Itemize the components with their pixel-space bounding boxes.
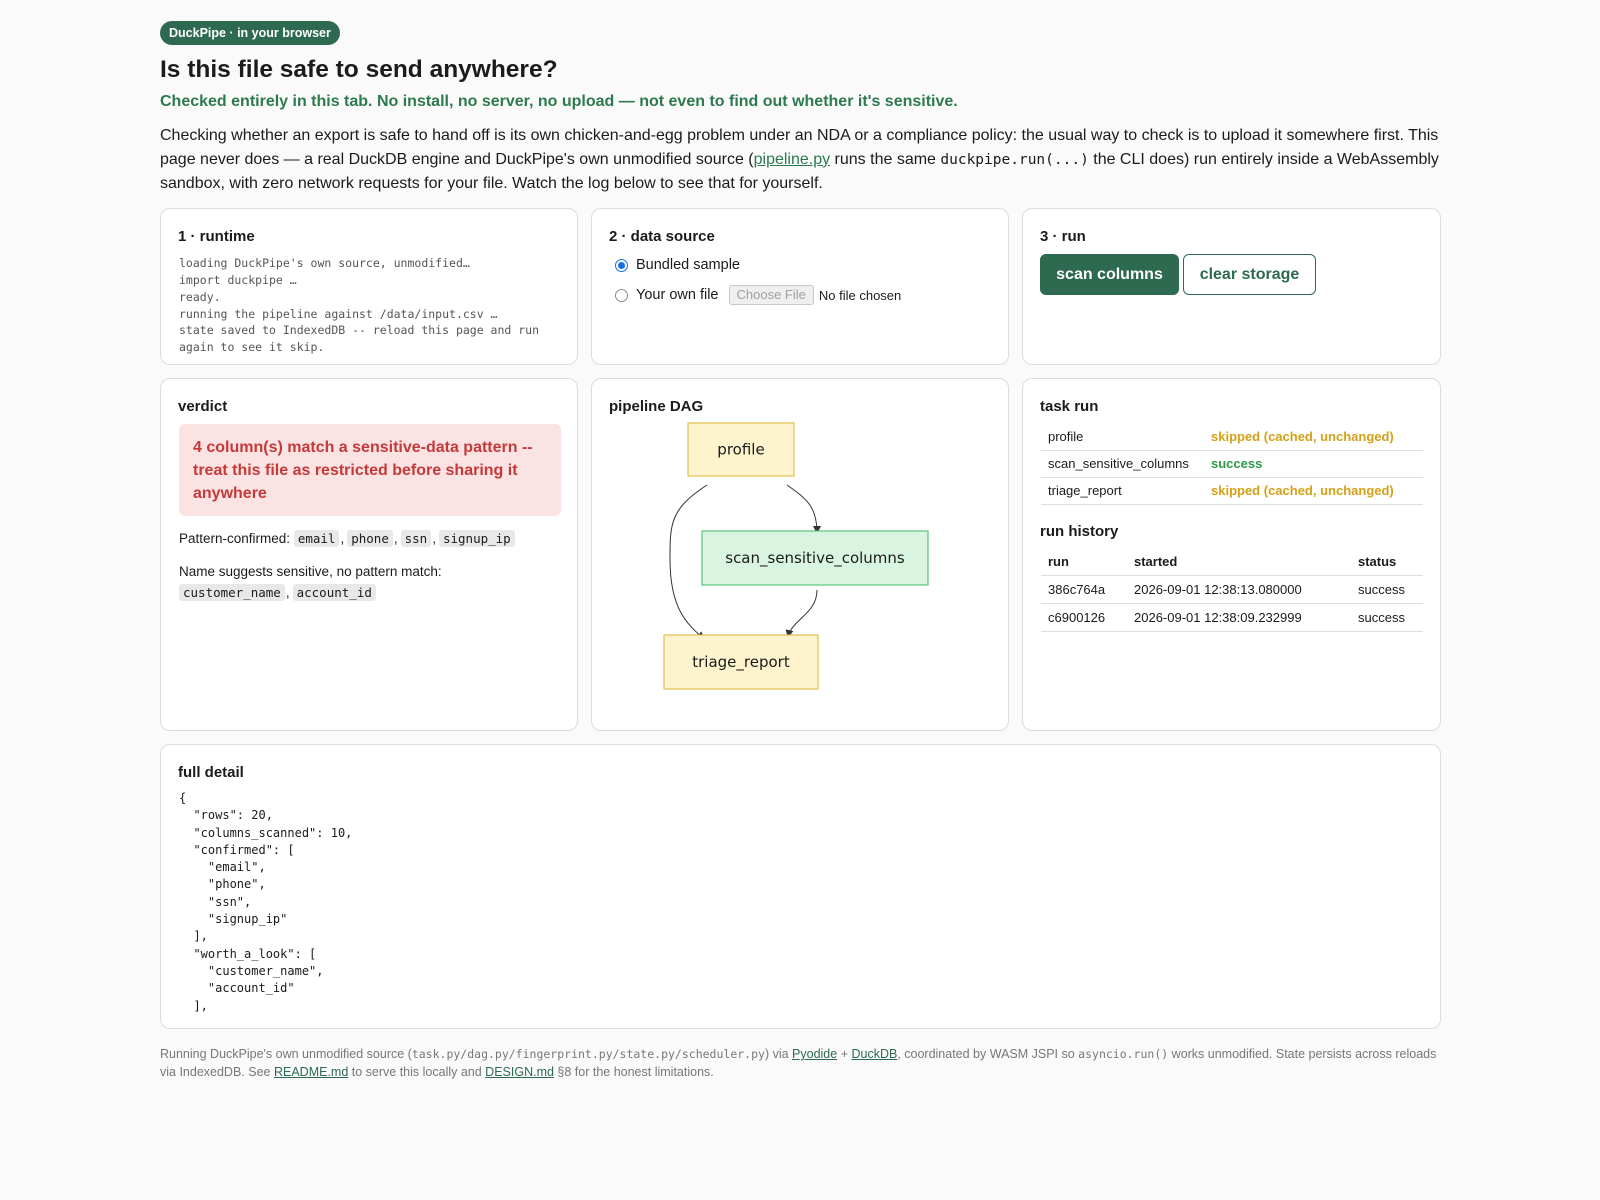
task-name: triage_report [1041,477,1204,504]
history-row [1041,575,1423,603]
run-title: 3 · run [1040,228,1086,245]
col-run: run [1041,549,1127,575]
own-file-option[interactable] [615,285,901,305]
edge-profile-scan [787,485,817,533]
edge-scan-triage [788,590,817,637]
tagline: Checked entirely in this tab. No install, no server, no upload — not even to find out whether it's sensitive. [160,93,958,110]
dag-node-label: triage_report [692,653,790,671]
dag-node-label: scan_sensitive_columns [725,549,905,567]
app-badge: DuckPipe · in your browser [160,21,340,45]
column-chip: ssn [401,530,432,547]
task-row [1041,423,1423,450]
task-name: scan_sensitive_columns [1041,450,1204,477]
verdict-card [160,378,578,731]
page-title: Is this file safe to send anywhere? [160,56,558,83]
column-chip: phone [347,530,393,547]
footer-text: to serve this locally and [348,1065,486,1079]
chip-separator: , [432,531,436,546]
task-status: skipped (cached, unchanged) [1204,477,1423,504]
intro-text-2: runs the same [830,150,941,168]
pyodide-link[interactable]: Pyodide [792,1047,838,1061]
history-row [1041,603,1423,631]
suggested-line [179,561,442,603]
own-file-radio[interactable] [615,289,628,302]
footer-code-asyncio: asyncio.run() [1078,1047,1169,1061]
intro-paragraph [160,124,1445,196]
history-status: success [1351,603,1423,631]
pipeline-dag-card [591,378,1009,731]
dag-node-label: profile [717,440,765,459]
bundled-sample-radio[interactable] [615,259,628,272]
runtime-log-lines [179,255,564,356]
col-started: started [1127,549,1351,575]
verdict-alert: 4 column(s) match a sensitive-data pattern -- treat this file as restricted before sharing it anywhere [179,424,561,516]
pipeline-dag-title: pipeline DAG [609,398,704,415]
footer-text: §8 for the honest limitations. [553,1065,714,1079]
footer-code-files: task.py/dag.py/fingerprint.py/state.py/scheduler.py [411,1047,765,1061]
log-line: state saved to IndexedDB -- reload this page and run again to see it skip. [179,323,546,355]
footer-text: , coordinated by WASM JSPI so [897,1047,1079,1061]
footer-text: ) via [764,1047,793,1061]
design-link[interactable]: DESIGN.md [485,1065,554,1079]
task-status: skipped (cached, unchanged) [1204,423,1423,450]
confirmed-line [179,528,515,549]
column-chip: account_id [293,584,376,601]
runtime-log[interactable] [179,252,564,356]
suggested-label: Name suggests sensitive, no pattern match: [179,564,442,579]
bundled-sample-label: Bundled sample [636,257,740,273]
confirmed-label: Pattern-confirmed: [179,531,291,546]
scan-columns-button[interactable]: scan columns [1040,254,1179,295]
suggested-chips [179,582,442,603]
intro-code: duckpipe.run(...) [940,151,1089,168]
chip-separator: , [285,585,290,600]
log-line: running the pipeline against /data/input.csv … [179,306,498,321]
task-run-table [1041,423,1423,505]
column-chip: email [294,530,340,547]
choose-file-button[interactable]: Choose File [729,285,814,305]
history-status: success [1351,575,1423,603]
intro-text-1: Checking whether an export is safe to hand off is its own chicken-and-egg problem under an NDA or a compliance policy: the usual way to check is to upload it somewhere first. This page never does — a real DuckDB engine and DuckPipe's own unmodified source ( [160,127,1439,168]
footer-text: + [837,1047,852,1061]
run-history-table [1041,549,1423,632]
history-run: c6900126 [1041,603,1127,631]
intro-text-3: the CLI does) run entirely inside a WebAssembly sandbox, with zero network requests for your file. Watch the log below to see that for yourself. [160,150,1439,192]
no-file-chosen-text: No file chosen [818,287,902,303]
task-run-title: task run [1040,398,1099,415]
history-started: 2026-09-01 12:38:09.232999 [1127,603,1351,631]
log-line: import duckpipe … [179,273,297,288]
duckdb-link[interactable]: DuckDB [851,1047,898,1061]
data-source-card [591,208,1009,365]
history-started: 2026-09-01 12:38:13.080000 [1127,575,1351,603]
column-chip: customer_name [179,584,285,601]
task-row [1041,450,1423,477]
detail-json[interactable]: { "rows": 20, "columns_scanned": 10, "confirmed": [ "email", "phone", "ssn", "signup_ip" ], "worth_a_look": [ "customer_name", "account_id" ], [179,791,353,1013]
column-chip: signup_ip [439,530,515,547]
run-history-title: run history [1040,523,1119,540]
footer [160,1045,1445,1081]
log-line: loading DuckPipe's own source, unmodified… [179,256,470,271]
confirmed-chips [294,531,515,546]
chip-separator: , [393,531,398,546]
chip-separator: , [340,531,345,546]
readme-link[interactable]: README.md [273,1065,349,1079]
task-status: success [1204,450,1423,477]
data-source-title: 2 · data source [609,228,715,245]
full-detail-title: full detail [178,764,244,781]
runtime-title: 1 · runtime [178,228,255,245]
task-row [1041,477,1423,504]
history-run: 386c764a [1041,575,1127,603]
col-status: status [1351,549,1423,575]
pipeline-link[interactable]: pipeline.py [753,150,831,168]
task-name: profile [1041,423,1204,450]
bundled-sample-option[interactable] [615,257,740,273]
clear-storage-button[interactable]: clear storage [1183,254,1316,295]
run-card [1022,208,1441,365]
dag-diagram [592,379,1010,732]
task-run-card [1022,378,1441,731]
log-line: ready. [179,289,221,304]
footer-text: Running DuckPipe's own unmodified source ( [160,1047,412,1061]
verdict-title: verdict [178,398,228,415]
footer-text: works unmodified. State persists across reloads via IndexedDB. See [160,1047,1437,1079]
runtime-card [160,208,578,365]
own-file-label: Your own file [636,287,719,303]
full-detail-card [160,744,1441,1029]
